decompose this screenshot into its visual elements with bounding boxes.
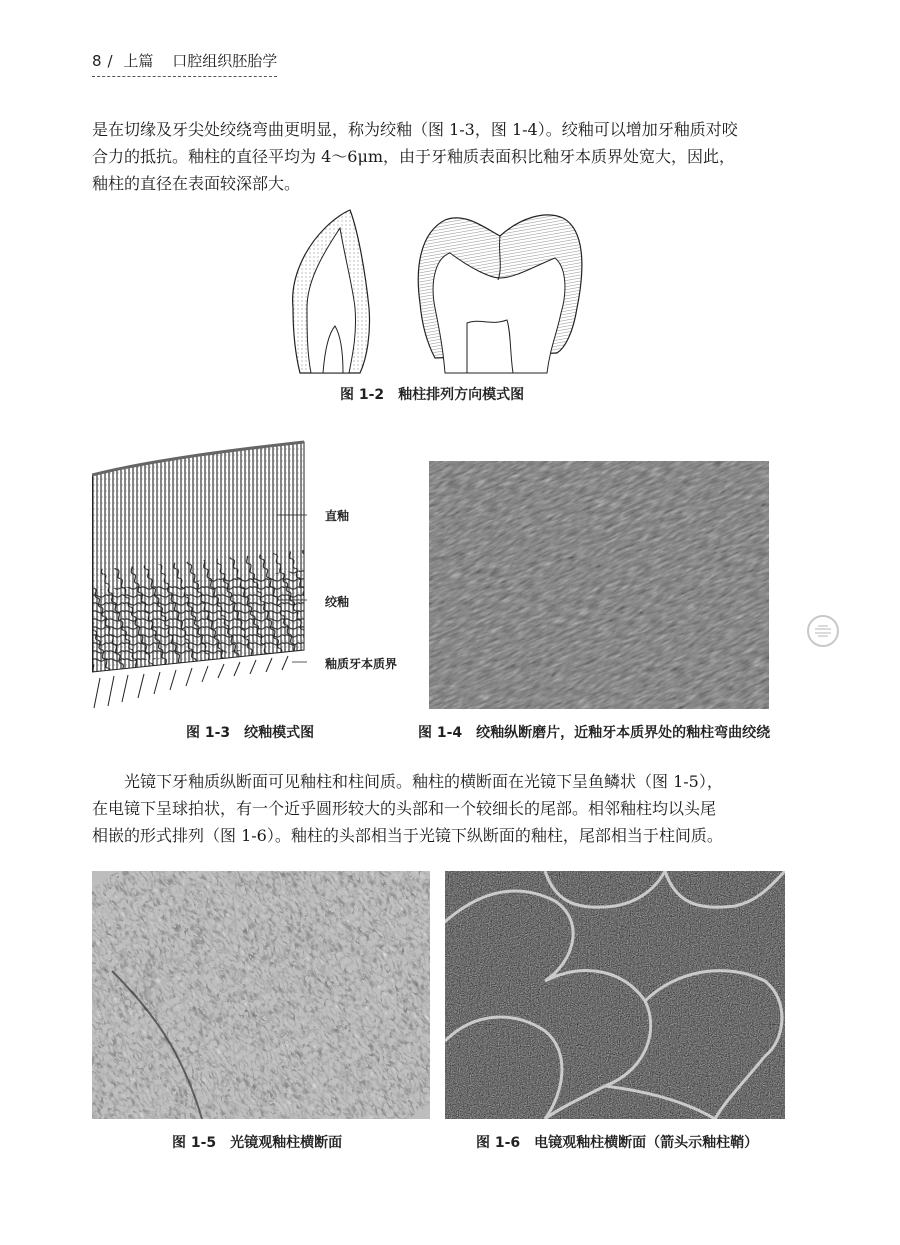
figure-number: 图 1-3	[186, 725, 231, 741]
figure-title: 绞釉纵断磨片，近釉牙本质界处的釉柱弯曲绞绕	[476, 725, 771, 741]
figure-1-2-caption	[340, 384, 524, 404]
label-gnarled-enamel: 绞釉	[325, 595, 350, 609]
paragraph-1-line: 合力的抵抗。釉柱的直径平均为 4～6μm，由于牙釉质表面积比釉牙本质界处宽大，因此，	[92, 147, 736, 166]
running-header	[92, 50, 283, 71]
figure-1-4-caption	[418, 722, 770, 742]
label-straight-enamel: 直釉	[325, 509, 350, 523]
paragraph-1	[92, 116, 808, 197]
paragraph-2-line: 在电镜下呈球拍状，有一个近乎圆形较大的头部和一个较细长的尾部。相邻釉柱均以头尾	[92, 799, 717, 818]
figure-number: 图 1-4	[418, 725, 463, 741]
paragraph-2-line: 相嵌的形式排列（图 1-6）。釉柱的头部相当于光镜下纵断面的釉柱，尾部相当于柱间质。	[92, 826, 723, 845]
figure-1-6-caption	[476, 1132, 758, 1152]
figure-title: 光镜观釉柱横断面	[230, 1135, 343, 1151]
figure-1-6-micrograph	[445, 871, 785, 1119]
paragraph-2	[92, 768, 808, 849]
figure-number: 图 1-6	[476, 1135, 521, 1151]
figure-1-2-drawing	[285, 208, 595, 378]
figure-number: 图 1-2	[340, 387, 385, 403]
label-dentinoenamel-junction: 釉质牙本质界	[325, 657, 398, 671]
page-number: 8	[92, 52, 102, 70]
figure-1-3-caption	[186, 722, 314, 742]
molar-drawing	[418, 215, 582, 373]
figure-1-3-drawing	[92, 440, 307, 712]
header-part: 上篇	[123, 52, 154, 70]
figure-1-5-micrograph	[92, 871, 430, 1119]
header-divider	[92, 76, 277, 77]
figure-1-5-caption	[172, 1132, 342, 1152]
figure-title: 釉柱排列方向模式图	[398, 387, 525, 403]
paragraph-1-line: 是在切缘及牙尖处绞绕弯曲更明显，称为绞釉（图 1-3，图 1-4）。绞釉可以增加牙釉质对咬	[92, 120, 738, 139]
publisher-stamp-icon	[806, 614, 840, 648]
header-separator: /	[107, 52, 113, 70]
figure-title: 电镜观釉柱横断面（箭头示釉柱鞘）	[534, 1135, 759, 1151]
paragraph-1-line: 釉柱的直径在表面较深部大。	[92, 174, 301, 193]
paragraph-2-line: 光镜下牙釉质纵断面可见釉柱和柱间质。釉柱的横断面在光镜下呈鱼鳞状（图 1-5），	[124, 772, 723, 791]
figure-number: 图 1-5	[172, 1135, 217, 1151]
header-book-title: 口腔组织胚胎学	[172, 52, 278, 70]
incisor-drawing	[293, 210, 370, 373]
figure-1-4-micrograph	[429, 461, 769, 709]
figure-title: 绞釉模式图	[244, 725, 315, 741]
